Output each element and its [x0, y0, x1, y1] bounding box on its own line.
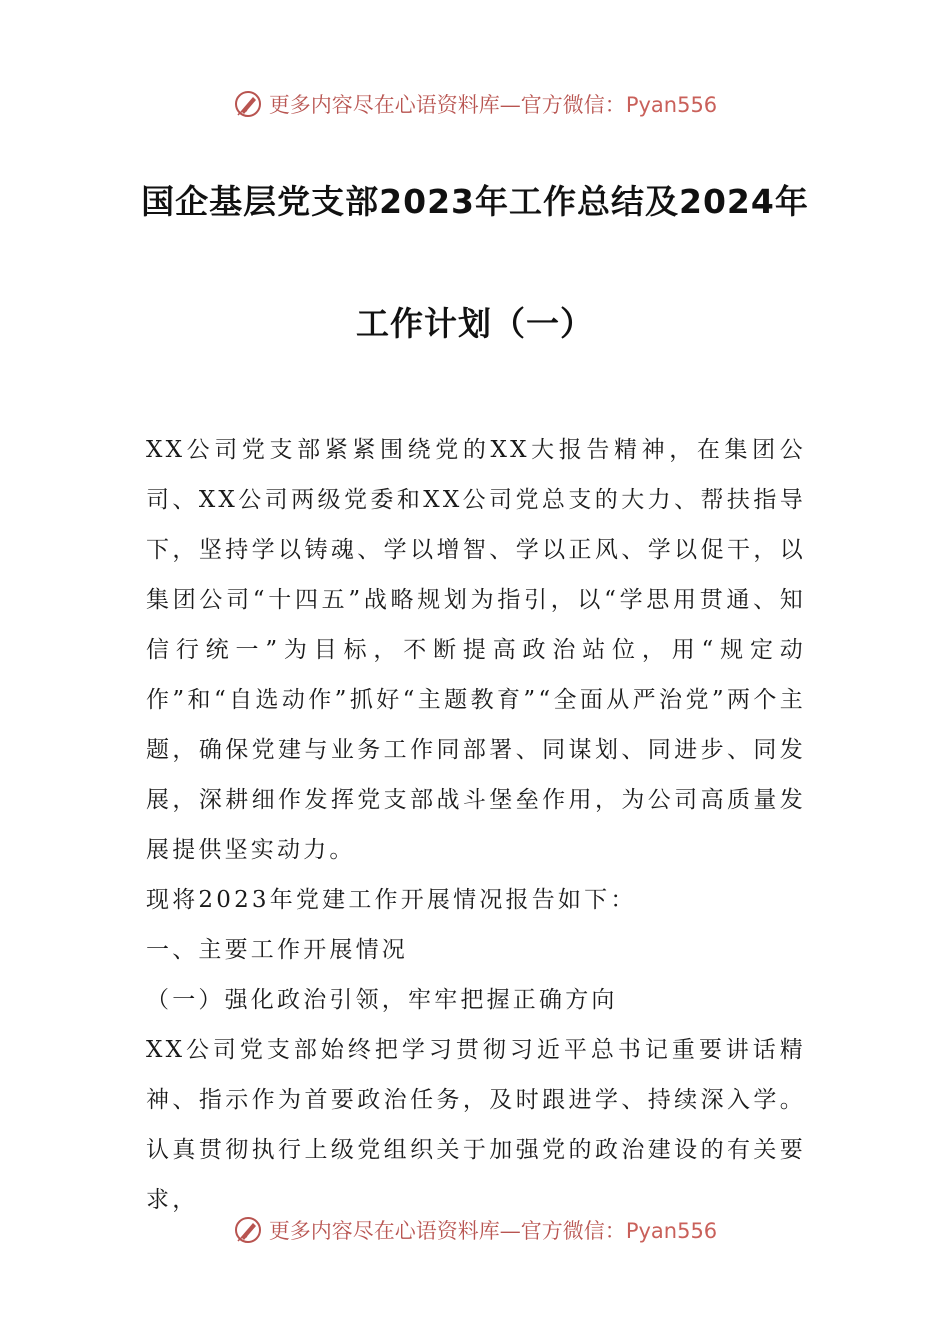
document-title-line2: 工作计划（一）: [356, 304, 594, 343]
document-title-line1: 国企基层党支部2023年工作总结及2024年: [141, 182, 809, 221]
watermark-wechat-id: Pyan556: [625, 1219, 718, 1243]
report-intro-line: 现将2023年党建工作开展情况报告如下：: [146, 887, 637, 913]
watermark-label: 更多内容尽在心语资料库—官方微信：: [268, 1219, 626, 1243]
pen-logo-icon: [233, 89, 263, 119]
watermark-text: [269, 1215, 717, 1245]
header-watermark: [0, 84, 950, 124]
document-body: [146, 425, 806, 1225]
footer-watermark: [0, 1210, 950, 1250]
watermark-wechat-id: Pyan556: [625, 93, 718, 117]
intro-paragraph: XX公司党支部紧紧围绕党的XX大报告精神，在集团公司、XX公司两级党委和XX公司党总支的大力、帮扶指导下，坚持学以铸魂、学以增智、学以正风、学以促干，以集团公司“十四五”战略规划为指引，以“学思用贯通、知信行统一”为目标，不断提高政治站位，用“规定动作”和“自选动作”抓好“主题教育”“全面从严治党”两个主题，确保党建与业务工作同部署、同谋划、同进步、同发展，深耕细作发挥党支部战斗堡垒作用，为公司高质量发展提供坚实动力。: [146, 437, 806, 863]
subsection-heading: （一）强化政治引领，牢牢把握正确方向: [146, 987, 618, 1013]
watermark-text: [269, 89, 717, 119]
section-paragraph: XX公司党支部始终把学习贯彻习近平总书记重要讲话精神、指示作为首要政治任务，及时跟进学、持续深入学。认真贯彻执行上级党组织关于加强党的政治建设的有关要求，: [146, 1037, 806, 1213]
pen-logo-icon: [233, 1215, 263, 1245]
section-heading: 一、主要工作开展情况: [146, 937, 408, 963]
watermark-label: 更多内容尽在心语资料库—官方微信：: [268, 93, 626, 117]
